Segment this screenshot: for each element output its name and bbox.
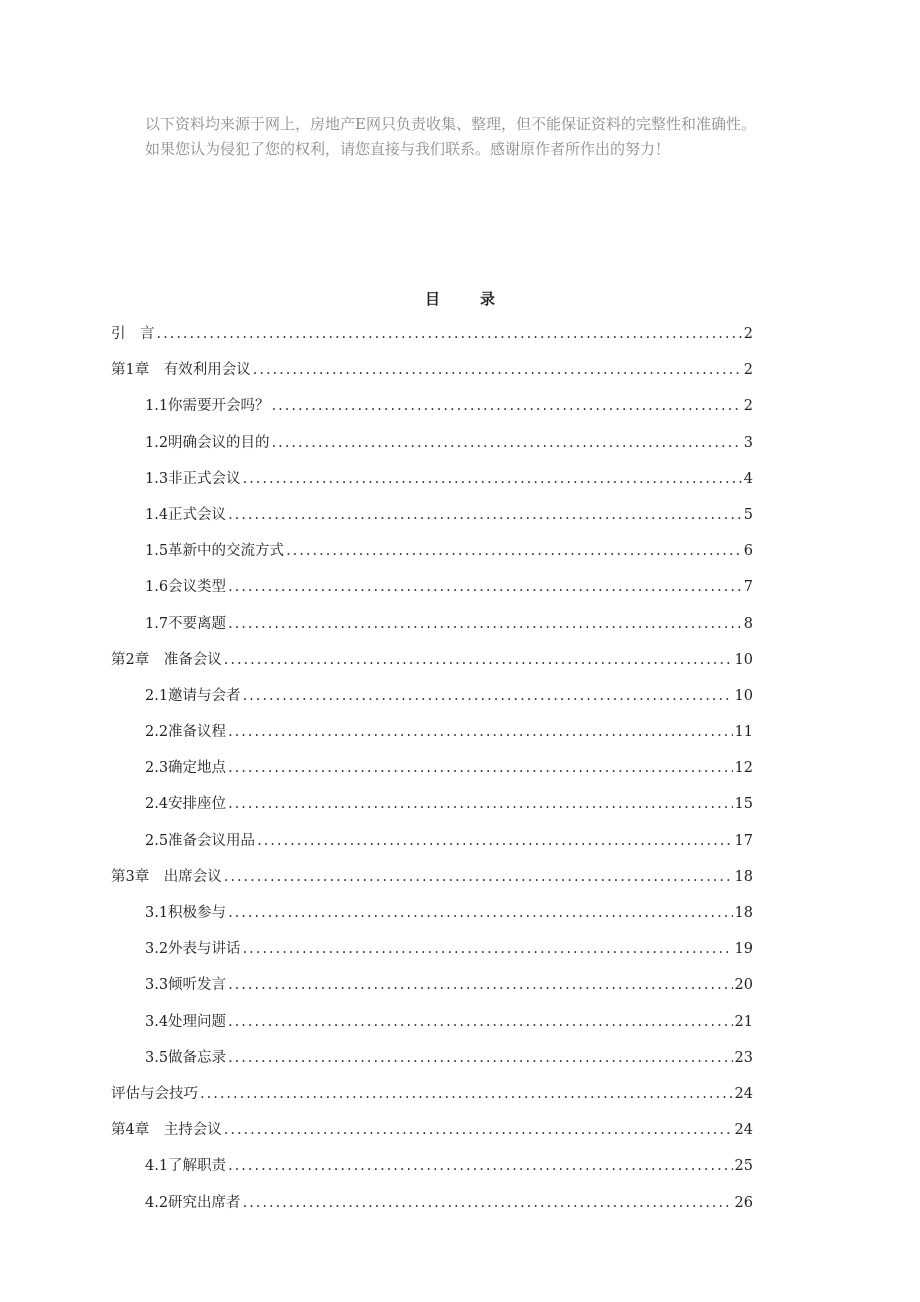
toc-entry[interactable] xyxy=(111,394,753,430)
toc-entry-label: 2.4安排座位 xyxy=(145,796,227,813)
toc-entry-label: 1.5革新中的交流方式 xyxy=(145,543,285,560)
toc-entry-label: 引 言 xyxy=(111,326,155,342)
toc-entry-page: 21 xyxy=(734,1013,753,1030)
toc-entry-label: 第1章 有效利用会议 xyxy=(111,362,251,379)
toc-entry[interactable] xyxy=(111,648,753,684)
toc-entry[interactable] xyxy=(111,937,753,973)
toc-dot-leader xyxy=(228,616,742,632)
toc-entry-page: 20 xyxy=(734,977,753,994)
toc-dot-leader xyxy=(200,1086,733,1102)
toc-entry[interactable] xyxy=(111,575,753,611)
toc-dot-leader xyxy=(228,905,732,921)
toc-entry-page: 10 xyxy=(734,651,753,668)
toc-dot-leader xyxy=(228,1014,732,1030)
toc-dot-leader xyxy=(272,435,742,451)
toc-title: 目录 xyxy=(424,290,535,308)
toc-entry-label: 3.2外表与讲话 xyxy=(145,941,241,958)
toc-entry-page: 10 xyxy=(734,687,753,704)
toc-entry-page: 4 xyxy=(743,470,753,487)
toc-dot-leader xyxy=(243,688,733,704)
toc-entry-page: 24 xyxy=(734,1122,753,1139)
toc-dot-leader xyxy=(228,507,742,523)
toc-dot-leader xyxy=(224,652,733,668)
toc-entry-page: 6 xyxy=(743,543,753,560)
toc-entry-label: 1.7不要离题 xyxy=(145,615,227,632)
toc-dot-leader xyxy=(243,1195,733,1211)
toc-entry[interactable] xyxy=(111,1046,753,1082)
toc-entry-label: 2.3确定地点 xyxy=(145,760,227,777)
toc-dot-leader xyxy=(243,941,733,957)
toc-entry[interactable] xyxy=(111,467,753,503)
toc-entry-page: 19 xyxy=(734,941,753,958)
toc-dot-leader xyxy=(253,362,742,378)
toc-entry[interactable] xyxy=(111,1191,753,1227)
toc-entry-label: 1.6会议类型 xyxy=(145,579,227,596)
toc-entry-page: 3 xyxy=(743,434,753,451)
toc-entry-page: 5 xyxy=(743,506,753,523)
toc-entry[interactable] xyxy=(111,431,753,467)
toc-dot-leader xyxy=(228,724,732,740)
toc-entry-page: 8 xyxy=(743,615,753,632)
toc-entry-page: 25 xyxy=(734,1158,753,1175)
toc-entry[interactable] xyxy=(111,503,753,539)
toc-entry[interactable] xyxy=(111,1118,753,1154)
toc-entry-label: 第2章 准备会议 xyxy=(111,651,222,668)
toc-entry[interactable] xyxy=(111,322,753,358)
toc-entry[interactable] xyxy=(111,829,753,865)
toc-entry-page: 24 xyxy=(734,1085,753,1102)
toc-entry-label: 2.2准备议程 xyxy=(145,724,227,741)
toc-dot-leader xyxy=(228,977,732,993)
toc-entry-page: 2 xyxy=(743,398,753,415)
toc-entry-label: 1.4正式会议 xyxy=(145,506,227,523)
toc-dot-leader xyxy=(157,326,742,342)
toc-entry-label: 4.1了解职责 xyxy=(145,1158,227,1175)
disclaimer-line-1: 以下资料均来源于网上，房地产E网只负责收集、整理，但不能保证资料的完整性和准确性。 xyxy=(145,115,756,133)
toc-entry-label: 1.3非正式会议 xyxy=(145,470,241,487)
toc-entry[interactable] xyxy=(111,973,753,1009)
disclaimer xyxy=(145,112,865,162)
toc-entry-page: 12 xyxy=(734,760,753,777)
toc-entry[interactable] xyxy=(111,1010,753,1046)
toc-dot-leader xyxy=(286,543,742,559)
toc-dot-leader xyxy=(228,579,742,595)
toc-dot-leader xyxy=(243,471,742,487)
toc-entry[interactable] xyxy=(111,792,753,828)
toc-entry[interactable] xyxy=(111,358,753,394)
toc-entry[interactable] xyxy=(111,756,753,792)
toc-entry-page: 18 xyxy=(734,905,753,921)
toc-entry[interactable] xyxy=(111,612,753,648)
disclaimer-line-2: 如果您认为侵犯了您的权利，请您直接与我们联系。感谢原作者所作出的努力！ xyxy=(145,140,671,158)
toc-entry-label: 1.2明确会议的目的 xyxy=(145,434,270,451)
toc-entry-label: 1.1你需要开会吗？ xyxy=(145,398,270,415)
toc-dot-leader xyxy=(228,1050,732,1066)
toc-entry-label: 第3章 出席会议 xyxy=(111,868,222,885)
toc-entry-label: 3.1积极参与 xyxy=(145,905,227,921)
toc-entry-page: 2 xyxy=(743,362,753,379)
toc-entry-label: 3.4处理问题 xyxy=(145,1013,227,1030)
toc-entry-page: 17 xyxy=(734,832,753,849)
toc-entry-label: 2.5准备会议用品 xyxy=(145,832,256,849)
toc-entry[interactable] xyxy=(111,720,753,756)
toc-dot-leader xyxy=(224,1122,733,1138)
toc-entry-page: 2 xyxy=(743,326,753,342)
toc-dot-leader xyxy=(228,1158,732,1174)
toc-entry-label: 2.1邀请与会者 xyxy=(145,687,241,704)
toc-entry[interactable] xyxy=(111,1082,753,1118)
toc-dot-leader xyxy=(272,398,742,414)
toc-entry[interactable] xyxy=(111,1154,753,1190)
toc-entry-page: 26 xyxy=(734,1194,753,1211)
toc-entry-page: 11 xyxy=(734,724,753,741)
toc-entry[interactable] xyxy=(111,901,753,937)
toc-entry[interactable] xyxy=(111,865,753,901)
toc-entry[interactable] xyxy=(111,539,753,575)
toc-entry-page: 23 xyxy=(734,1049,753,1066)
toc-entry-label: 4.2研究出席者 xyxy=(145,1194,241,1211)
toc-dot-leader xyxy=(257,833,732,849)
toc-dot-leader xyxy=(228,760,732,776)
toc-entry-label: 第4章 主持会议 xyxy=(111,1122,222,1139)
toc-entry-label: 3.3倾听发言 xyxy=(145,977,227,994)
toc-dot-leader xyxy=(228,796,732,812)
toc-entry-page: 7 xyxy=(743,579,753,596)
toc-entry-label: 评估与会技巧 xyxy=(111,1085,198,1102)
table-of-contents xyxy=(111,322,753,1227)
toc-entry-label: 3.5做备忘录 xyxy=(145,1049,227,1066)
toc-entry-page: 15 xyxy=(734,796,753,813)
toc-dot-leader xyxy=(224,869,733,885)
toc-entry[interactable] xyxy=(111,684,753,720)
toc-entry-page: 18 xyxy=(734,868,753,885)
